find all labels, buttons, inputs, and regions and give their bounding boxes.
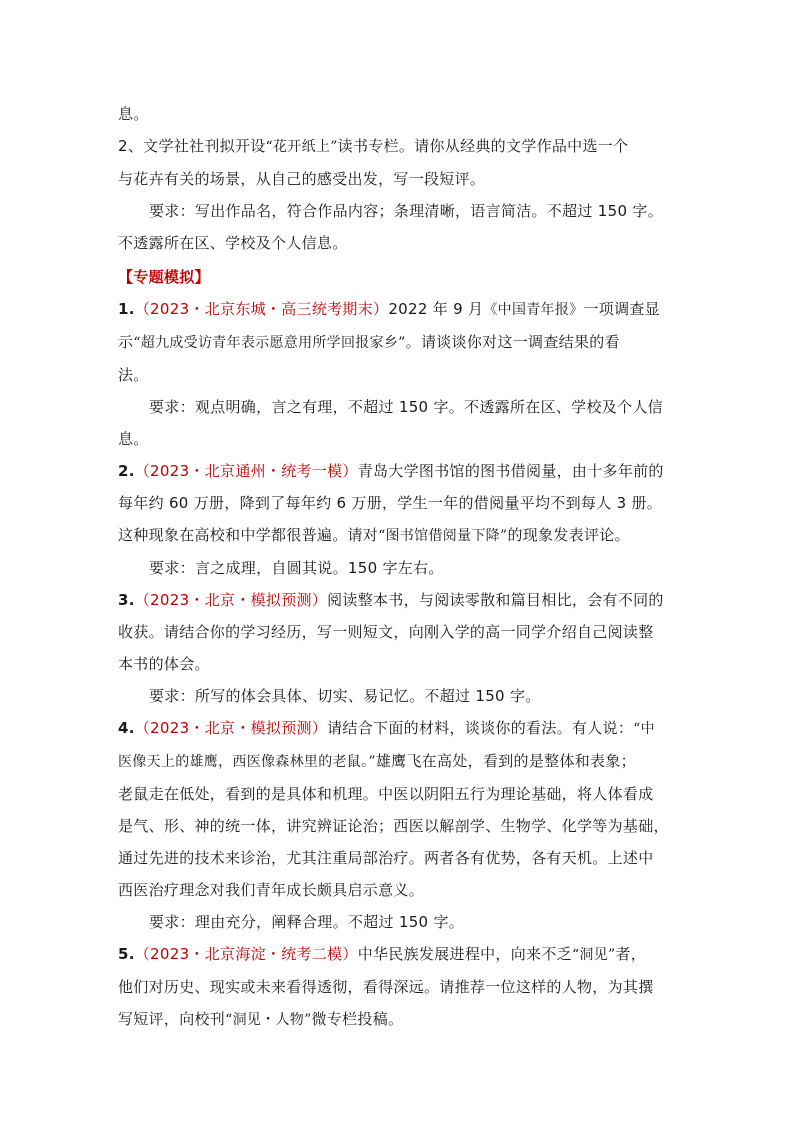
- item-number: 5.: [118, 945, 135, 963]
- question-2-requirement: 要求：写出作品名，符合作品内容；条理清晰，语言简洁。不超过 150 字。: [149, 202, 663, 220]
- practice-item-3: 3.（2023・北京・模拟预测）阅读整本书，与阅读零散和篇目相比，会有不同的 收获。请结合你的学习经历，写一则短文，向刚入学的高一同学介绍自己阅读整 本书的体会。 要求：所写的体会具体、切实、易记忆。不超过 150 字。: [118, 584, 688, 712]
- item-source: （2023・北京东城・高三统考期末）: [134, 300, 389, 318]
- item-requirement: 要求：所写的体会具体、切实、易记忆。不超过 150 字。: [149, 687, 541, 705]
- practice-item-2: 2.（2023・北京通州・统考一模）青岛大学图书馆的图书借阅量，由十多年前的 每年约 60 万册，降到了每年约 6 万册，学生一年的借阅量平均不到每人 3 册。 这种现象在高校和中学都很普遍。请对“图书馆借阅量下降”的现象发表评论。 要求：言之成理，自圆其说。150 字左右。: [118, 455, 688, 584]
- item-requirement: 要求：观点明确，言之有理，不超过 150 字。不透露所在区、学校及个人信: [149, 398, 663, 416]
- item-number: 4.: [118, 719, 135, 737]
- question-2-line-1: 2、文学社社刊拟开设“花开纸上”读书专栏。请你从经典的文学作品中选一个: [118, 137, 629, 155]
- item-source: （2023・北京・模拟预测）: [134, 719, 328, 737]
- item-requirement: 要求：言之成理，自圆其说。150 字左右。: [149, 559, 444, 577]
- item-number: 2.: [118, 462, 135, 480]
- section-title: 【专题模拟】: [118, 268, 210, 286]
- practice-item-1: 1.（2023・北京东城・高三统考期末）2022 年 9 月《中国青年报》一项调查显 示“超九成受访青年表示愿意用所学回报家乡”。请谈谈你对这一调查结果的看 法。 要求：观点明确，言之有理，不超过 150 字。不透露所在区、学校及个人信 息。: [118, 293, 688, 455]
- item-requirement: 要求：理由充分，阐释合理。不超过 150 字。: [149, 913, 465, 931]
- continued-text: 息。: [118, 105, 149, 123]
- item-source: （2023・北京通州・统考一模）: [134, 462, 358, 480]
- question-2-line-2: 与花卉有关的场景，从自己的感受出发，写一段短评。: [118, 170, 486, 188]
- item-source: （2023・北京・模拟预测）: [134, 591, 328, 609]
- item-number: 3.: [118, 591, 135, 609]
- practice-item-5: 5.（2023・北京海淀・统考二模）中华民族发展进程中，向来不乏“洞见”者， 他们对历史、现实或未来看得透彻，看得深远。请推荐一位这样的人物，为其撰 写短评，向校刊“洞见・人物”微专栏投稿。: [118, 945, 654, 1028]
- practice-item-4: 4.（2023・北京・模拟预测）请结合下面的材料，谈谈你的看法。有人说：“中 医像天上的雄鹰，西医像森林里的老鼠。”雄鹰飞在高处，看到的是整体和表象； 老鼠走在低处，看到的是具体和机理。中医以阴阳五行为理论基础，将人体看成 是气、形、神的统一体，讲究辨证论治；西医以解剖学、生物学、化学等为基础， 通过先进的技术来诊治，尤其注重局部治疗。两者各有优势，各有天机。上述中 西医治疗理念对我们青年成长颇具启示意义。 要求：理由充分，阐释合理。不超过 150 字。: [118, 712, 688, 938]
- question-2: [118, 130, 688, 259]
- document-page: [118, 98, 688, 1036]
- question-2-requirement-cont: 不透露所在区、学校及个人信息。: [118, 234, 348, 252]
- item-number: 1.: [118, 300, 135, 318]
- item-source: （2023・北京海淀・统考二模）: [134, 945, 358, 963]
